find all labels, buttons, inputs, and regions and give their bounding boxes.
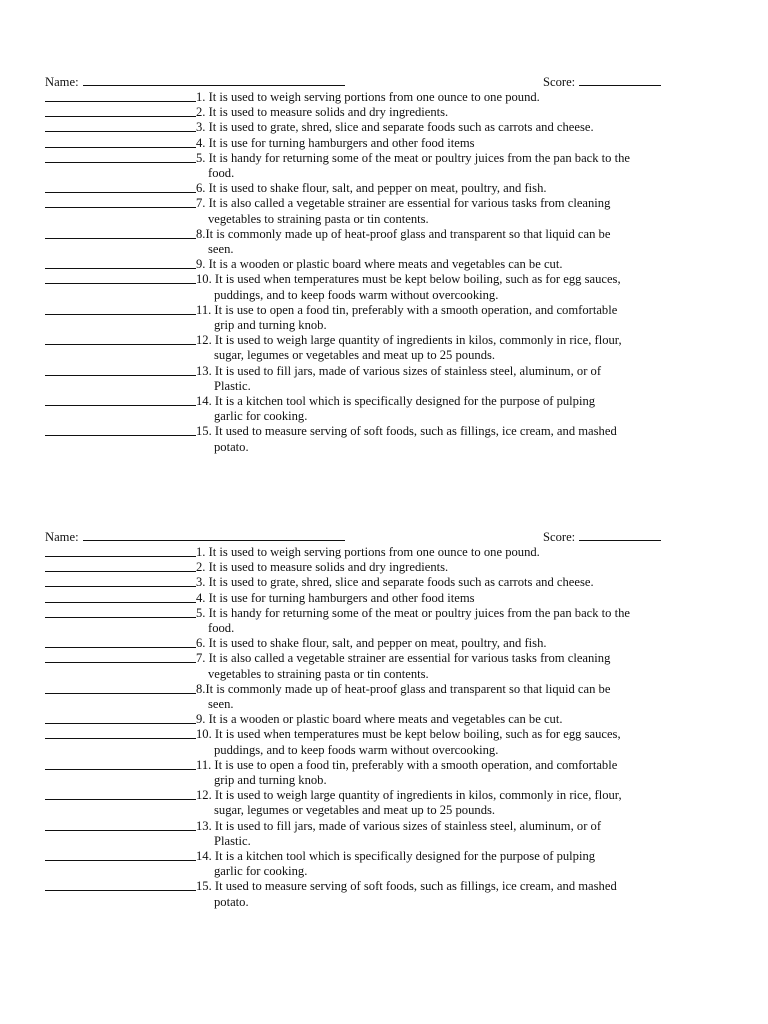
question-text-continued: grip and turning knob. bbox=[214, 318, 327, 333]
question-text: 12. It is used to weigh large quantity of ingredients in kilos, commonly in rice, flour, bbox=[196, 788, 622, 803]
question-item bbox=[45, 591, 735, 606]
question-text: 13. It is used to fill jars, made of various sizes of stainless steel, aluminum, or of bbox=[196, 363, 602, 378]
question-item bbox=[45, 575, 735, 590]
answer-blank[interactable] bbox=[45, 394, 196, 406]
answer-blank[interactable] bbox=[45, 303, 196, 315]
question-item bbox=[45, 151, 735, 181]
answer-blank[interactable] bbox=[45, 727, 196, 739]
question-item bbox=[45, 758, 735, 788]
answer-blank[interactable] bbox=[45, 105, 196, 117]
question-text: 8.It is commonly made up of heat-proof glass and transparent so that liquid can be bbox=[196, 226, 611, 241]
worksheet-bottom bbox=[45, 529, 735, 910]
question-text: 15. It used to measure serving of soft foods, such as fillings, ice cream, and mashed bbox=[196, 424, 617, 439]
worksheet-header bbox=[45, 74, 735, 90]
question-item bbox=[45, 712, 735, 727]
name-label: Name: bbox=[45, 75, 79, 89]
answer-blank[interactable] bbox=[45, 849, 196, 861]
question-item bbox=[45, 606, 735, 636]
question-text: 5. It is handy for returning some of the meat or poultry juices from the pan back to the bbox=[196, 605, 631, 620]
question-item bbox=[45, 364, 735, 394]
name-blank[interactable] bbox=[83, 74, 345, 86]
question-text: 15. It used to measure serving of soft foods, such as fillings, ice cream, and mashed bbox=[196, 879, 617, 894]
answer-blank[interactable] bbox=[45, 682, 196, 694]
question-item bbox=[45, 788, 735, 818]
question-item bbox=[45, 849, 735, 879]
question-item bbox=[45, 394, 735, 424]
question-item bbox=[45, 136, 735, 151]
answer-blank[interactable] bbox=[45, 591, 196, 603]
score-row bbox=[543, 529, 661, 545]
question-item bbox=[45, 560, 735, 575]
score-label: Score: bbox=[543, 530, 576, 544]
question-text: 9. It is a wooden or plastic board where meats and vegetables can be cut. bbox=[196, 257, 563, 272]
question-text-continued: vegetables to straining pasta or tin contents. bbox=[208, 666, 429, 681]
answer-blank[interactable] bbox=[45, 819, 196, 831]
answer-blank[interactable] bbox=[45, 364, 196, 376]
question-text: 7. It is also called a vegetable strainer are essential for various tasks from cleaning bbox=[196, 196, 611, 211]
name-blank[interactable] bbox=[83, 529, 345, 541]
answer-blank[interactable] bbox=[45, 257, 196, 269]
question-text-continued: food. bbox=[208, 166, 235, 181]
question-text: 14. It is a kitchen tool which is specifically designed for the purpose of pulping bbox=[196, 394, 596, 409]
question-text: 11. It is use to open a food tin, preferably with a smooth operation, and comfortable bbox=[196, 757, 618, 772]
question-text: 2. It is used to measure solids and dry ingredients. bbox=[196, 105, 449, 120]
question-text-continued: grip and turning knob. bbox=[214, 773, 327, 788]
answer-blank[interactable] bbox=[45, 788, 196, 800]
score-label: Score: bbox=[543, 75, 576, 89]
question-item bbox=[45, 545, 735, 560]
question-list bbox=[45, 90, 735, 455]
name-label: Name: bbox=[45, 530, 79, 544]
question-item bbox=[45, 105, 735, 120]
question-item bbox=[45, 682, 735, 712]
question-text-continued: seen. bbox=[208, 697, 234, 712]
score-blank[interactable] bbox=[579, 529, 661, 541]
question-text-continued: garlic for cooking. bbox=[214, 409, 308, 424]
score-blank[interactable] bbox=[579, 74, 661, 86]
question-item bbox=[45, 196, 735, 226]
question-item bbox=[45, 90, 735, 105]
name-row bbox=[45, 74, 345, 90]
question-text: 4. It is use for turning hamburgers and other food items bbox=[196, 590, 475, 605]
question-text-continued: puddings, and to keep foods warm without overcooking. bbox=[214, 287, 499, 302]
question-item bbox=[45, 727, 735, 757]
question-text: 8.It is commonly made up of heat-proof glass and transparent so that liquid can be bbox=[196, 681, 611, 696]
answer-blank[interactable] bbox=[45, 196, 196, 208]
answer-blank[interactable] bbox=[45, 560, 196, 572]
question-text: 3. It is used to grate, shred, slice and separate foods such as carrots and cheese. bbox=[196, 575, 594, 590]
answer-blank[interactable] bbox=[45, 136, 196, 148]
question-item bbox=[45, 303, 735, 333]
question-text: 13. It is used to fill jars, made of various sizes of stainless steel, aluminum, or of bbox=[196, 818, 602, 833]
question-item bbox=[45, 272, 735, 302]
worksheet-header bbox=[45, 529, 735, 545]
question-text-continued: vegetables to straining pasta or tin contents. bbox=[208, 211, 429, 226]
question-text-continued: sugar, legumes or vegetables and meat up to 25 pounds. bbox=[214, 348, 496, 363]
question-text-continued: food. bbox=[208, 621, 235, 636]
answer-blank[interactable] bbox=[45, 879, 196, 891]
question-item bbox=[45, 636, 735, 651]
answer-blank[interactable] bbox=[45, 651, 196, 663]
question-text: 6. It is used to shake flour, salt, and pepper on meat, poultry, and fish. bbox=[196, 636, 547, 651]
answer-blank[interactable] bbox=[45, 333, 196, 345]
worksheet-top bbox=[45, 74, 735, 455]
question-text-continued: garlic for cooking. bbox=[214, 864, 308, 879]
question-item bbox=[45, 120, 735, 135]
answer-blank[interactable] bbox=[45, 151, 196, 163]
answer-blank[interactable] bbox=[45, 575, 196, 587]
answer-blank[interactable] bbox=[45, 758, 196, 770]
question-text: 9. It is a wooden or plastic board where meats and vegetables can be cut. bbox=[196, 712, 563, 727]
question-text-continued: potato. bbox=[214, 439, 249, 454]
answer-blank[interactable] bbox=[45, 545, 196, 557]
answer-blank[interactable] bbox=[45, 272, 196, 284]
question-item bbox=[45, 879, 735, 909]
question-text: 5. It is handy for returning some of the meat or poultry juices from the pan back to the bbox=[196, 150, 631, 165]
question-text: 1. It is used to weigh serving portions from one ounce to one pound. bbox=[196, 545, 540, 559]
question-item bbox=[45, 651, 735, 681]
answer-blank[interactable] bbox=[45, 120, 196, 132]
question-text: 10. It is used when temperatures must be kept below boiling, such as for egg sauces, bbox=[196, 272, 621, 287]
question-text: 12. It is used to weigh large quantity of ingredients in kilos, commonly in rice, flour, bbox=[196, 333, 622, 348]
question-item bbox=[45, 257, 735, 272]
answer-blank[interactable] bbox=[45, 606, 196, 618]
question-item bbox=[45, 424, 735, 454]
answer-blank[interactable] bbox=[45, 424, 196, 436]
question-text: 7. It is also called a vegetable strainer are essential for various tasks from cleaning bbox=[196, 651, 611, 666]
question-text-continued: puddings, and to keep foods warm without overcooking. bbox=[214, 742, 499, 757]
answer-blank[interactable] bbox=[45, 712, 196, 724]
question-text: 6. It is used to shake flour, salt, and pepper on meat, poultry, and fish. bbox=[196, 181, 547, 196]
question-text-continued: Plastic. bbox=[214, 378, 251, 393]
question-text: 3. It is used to grate, shred, slice and separate foods such as carrots and cheese. bbox=[196, 120, 594, 135]
question-text-continued: sugar, legumes or vegetables and meat up to 25 pounds. bbox=[214, 803, 496, 818]
answer-blank[interactable] bbox=[45, 181, 196, 193]
question-text-continued: seen. bbox=[208, 242, 234, 257]
question-item bbox=[45, 333, 735, 363]
question-item bbox=[45, 819, 735, 849]
answer-blank[interactable] bbox=[45, 636, 196, 648]
question-list bbox=[45, 545, 735, 910]
question-text: 4. It is use for turning hamburgers and other food items bbox=[196, 135, 475, 150]
score-row bbox=[543, 74, 661, 90]
answer-blank[interactable] bbox=[45, 227, 196, 239]
question-text: 14. It is a kitchen tool which is specifically designed for the purpose of pulping bbox=[196, 849, 596, 864]
answer-blank[interactable] bbox=[45, 90, 196, 102]
question-item bbox=[45, 227, 735, 257]
question-text-continued: potato. bbox=[214, 894, 249, 909]
question-text-continued: Plastic. bbox=[214, 833, 251, 848]
question-text: 1. It is used to weigh serving portions from one ounce to one pound. bbox=[196, 90, 540, 104]
question-text: 10. It is used when temperatures must be kept below boiling, such as for egg sauces, bbox=[196, 727, 621, 742]
name-row bbox=[45, 529, 345, 545]
question-text: 11. It is use to open a food tin, preferably with a smooth operation, and comfortable bbox=[196, 302, 618, 317]
question-item bbox=[45, 181, 735, 196]
question-text: 2. It is used to measure solids and dry ingredients. bbox=[196, 560, 449, 575]
